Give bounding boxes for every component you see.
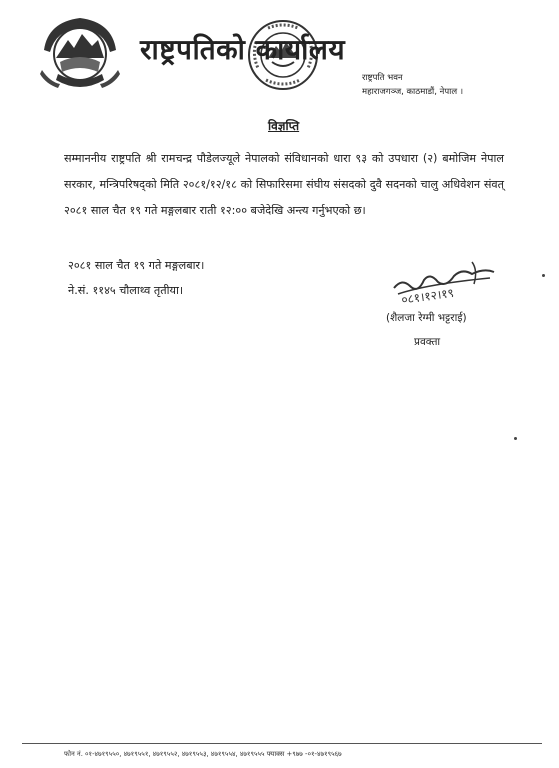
footer-contact: फोन नं. ०१-४७१९५५०, ४७१९५५१, ४७१९५५२, ४७१९५५३, ४७१९५५४, ४७१९५५५ फ्याक्स +९७७ -०१-४७१९५६७ — [64, 750, 342, 758]
scan-speck — [514, 437, 517, 440]
notice-date-ns: ने.सं. ११४५ चौलाथ्व तृतीया। — [68, 284, 184, 297]
svg-text:०८१।१२।१९: ०८१।१२।१९ — [400, 285, 455, 307]
nepal-emblem-logo — [38, 12, 122, 96]
address-line-1: राष्ट्रपति भवन — [362, 73, 403, 83]
notice-heading: विज्ञप्ति — [268, 119, 300, 133]
scan-speck — [542, 274, 545, 277]
footer-divider — [22, 743, 542, 744]
signatory-name: (शैलजा रेग्मी भट्टराई) — [386, 312, 467, 324]
handwritten-signature — [388, 258, 500, 310]
office-title: राष्ट्रपतिको कार्यालय — [140, 33, 346, 66]
signatory-role: प्रवक्ता — [414, 336, 441, 348]
notice-date-bs: २०८१ साल चैत १९ गते मङ्गलबार। — [68, 259, 205, 272]
address-line-2: महाराजगञ्ज, काठमाडौं, नेपाल । — [362, 87, 464, 97]
notice-body: सम्माननीय राष्ट्रपति श्री रामचन्द्र पौडेलज्यूले नेपालको संविधानको धारा ९३ को उपधारा (२) बमोजिम नेपाल सरकार, मन्त्रिपरिषद्को मिति २०८१/१२/१८ को सिफारिसमा संघीय संसदको दुवै सदनको चालु अधिवेशन संवत् २०८१ साल चैत १९ गते मङ्गलबार राती १२:०० बजेदेखि अन्त्य गर्नुभएको छ। — [64, 152, 504, 217]
